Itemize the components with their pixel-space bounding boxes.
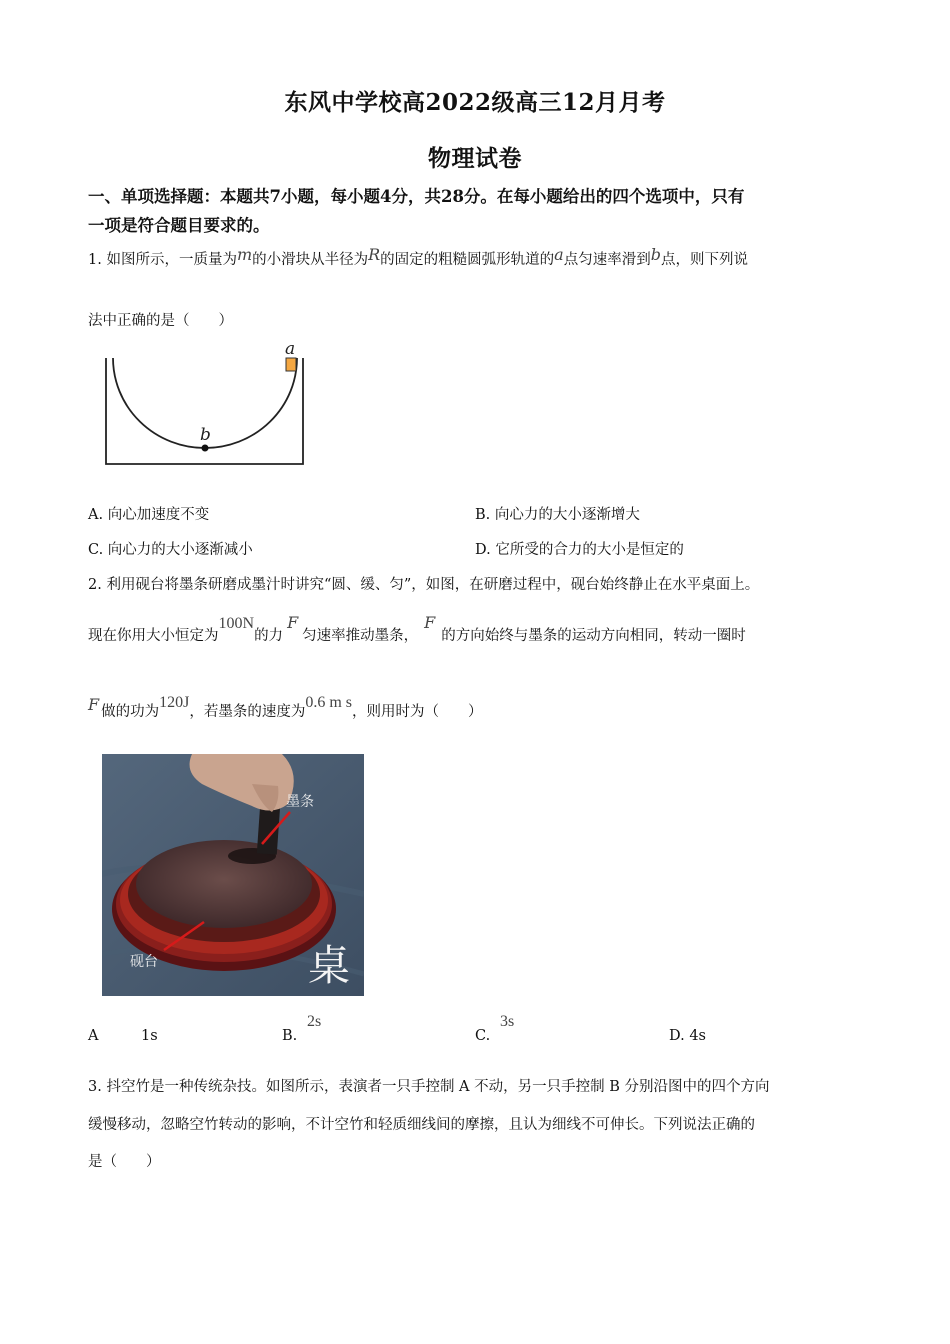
- q2-option-d[interactable]: D. 4s: [669, 1028, 706, 1044]
- q2-l3-text-1: 做的功为: [101, 704, 160, 720]
- q2-option-c-letter[interactable]: C.: [475, 1028, 491, 1044]
- q2-option-b-letter[interactable]: B.: [282, 1028, 298, 1044]
- q1-option-a[interactable]: A. 向心加速度不变: [88, 507, 210, 523]
- q2-force-value: 100N: [218, 615, 255, 632]
- q2-work-value: 120J: [159, 694, 190, 711]
- question-3-line1: 3. 抖空竹是一种传统杂技。如图所示，表演者一只手控制 A 不动，另一只手控制 B 分别沿图中的四个方向: [88, 1079, 770, 1095]
- label-b: b: [200, 425, 211, 445]
- section-heading-line1: 一、单项选择题：本题共7小题，每小题4分，共28分。在每小题给出的四个选项中，只有: [88, 187, 745, 206]
- slider-block: [286, 358, 296, 371]
- q2-option-a-value[interactable]: 1s: [141, 1028, 158, 1044]
- q1-var-R: R: [368, 245, 381, 264]
- q2-option-a-letter[interactable]: A: [88, 1028, 99, 1044]
- inkstone-illustration: [102, 754, 364, 996]
- q2-l3-text-3: ，则用时为（ ）: [352, 704, 483, 720]
- q2-l3-text-2: ，若墨条的速度为: [189, 704, 306, 720]
- question-1-line2: 法中正确的是（ ）: [88, 313, 233, 329]
- label-inkstick: 墨条: [286, 794, 314, 810]
- inkstone-body: [136, 840, 312, 928]
- q1-option-c[interactable]: C. 向心力的大小逐渐减小: [88, 542, 253, 558]
- question-1-line1: [88, 245, 748, 269]
- q2-l2-text-2: 的力: [254, 628, 284, 644]
- q1-var-b: b: [650, 245, 661, 264]
- q2-var-F1: F: [287, 613, 299, 632]
- q2-l2-text-3: 匀速率推动墨条，: [302, 628, 419, 644]
- q2-var-F2: F: [424, 613, 436, 632]
- q2-speed-value: 0.6 m s: [305, 694, 353, 711]
- q1-text-4: 点匀速率滑到: [563, 252, 651, 268]
- q1-text-5: 点，则下列说: [660, 252, 748, 268]
- label-table: 桌: [308, 941, 351, 990]
- q2-l2-text-1: 现在你用大小恒定为: [88, 628, 219, 644]
- inkstone-photo: [102, 754, 364, 996]
- exam-subtitle: 物理试卷: [428, 145, 522, 172]
- q1-text-2: 的小滑块从半径为: [252, 252, 369, 268]
- q1-option-b[interactable]: B. 向心力的大小逐渐增大: [475, 507, 640, 523]
- q1-track-figure: [100, 336, 312, 468]
- q2-var-F3: F: [88, 695, 100, 714]
- q1-var-a: a: [554, 245, 564, 264]
- q1-option-d[interactable]: D. 它所受的合力的大小是恒定的: [475, 542, 684, 558]
- point-b-dot: [202, 445, 209, 452]
- q2-option-c-value[interactable]: 3s: [500, 1013, 515, 1030]
- label-a: a: [285, 339, 296, 359]
- q1-var-m: m: [236, 245, 253, 264]
- q2-option-b-value[interactable]: 2s: [307, 1013, 322, 1030]
- label-inkstone: 砚台: [130, 954, 158, 970]
- question-2-line3: [88, 694, 483, 721]
- question-2-line2: [88, 613, 746, 645]
- question-3-line3: 是（ ）: [88, 1154, 161, 1170]
- exam-title: 东风中学校高2022级高三12月月考: [284, 89, 666, 116]
- question-3-line2: 缓慢移动，忽略空竹转动的影响，不计空竹和轻质细线间的摩擦，且认为细线不可伸长。下列说法正确的: [88, 1117, 755, 1133]
- q2-l2-text-4: 的方向始终与墨条的运动方向相同，转动一圈时: [441, 628, 746, 644]
- q1-text-1: 1. 如图所示，一质量为: [88, 252, 237, 268]
- section-heading-line2: 一项是符合题目要求的。: [88, 216, 270, 235]
- question-2-line1: 2. 利用砚台将墨条研磨成墨汁时讲究“圆、缓、匀”，如图，在研磨过程中，砚台始终静止在水平桌面上。: [88, 577, 760, 593]
- q1-text-3: 的固定的粗糙圆弧形轨道的: [380, 252, 555, 268]
